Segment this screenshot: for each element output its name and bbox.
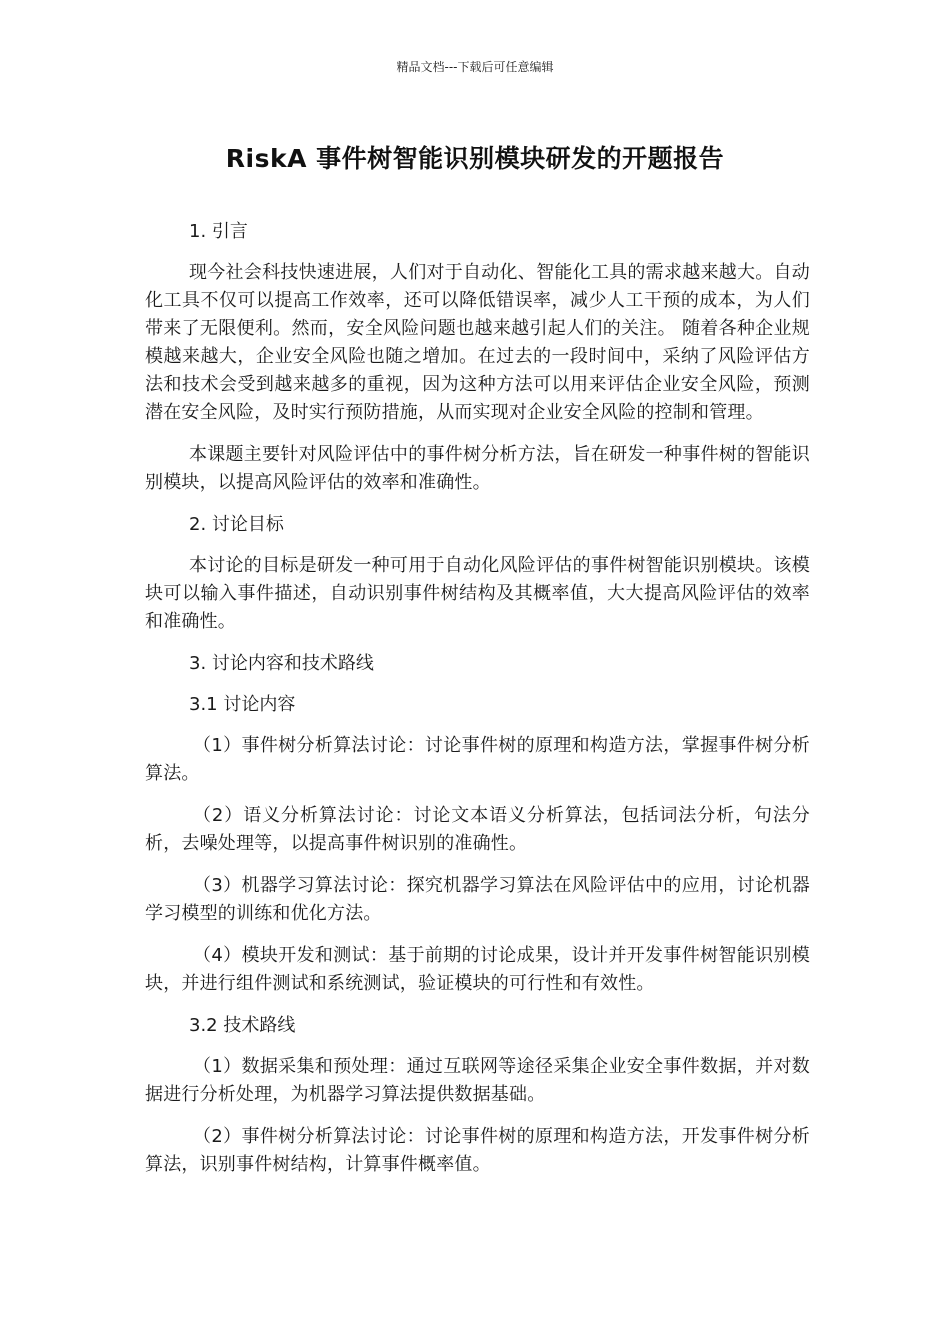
section-heading-goal: 2. 讨论目标 [189, 514, 284, 535]
document-body [145, 218, 810, 1179]
list-item: （2）语义分析算法讨论：讨论文本语义分析算法，包括词法分析，句法分析，去噪处理等，以提高事件树识别的准确性。 [145, 805, 810, 854]
paragraph: 本讨论的目标是研发一种可用于自动化风险评估的事件树智能识别模块。该模块可以输入事件描述，自动识别事件树结构及其概率值，大大提高风险评估的效率和准确性。 [145, 555, 810, 632]
subsection-heading: 3.2 技术路线 [189, 1015, 296, 1036]
list-item: （4）模块开发和测试：基于前期的讨论成果，设计并开发事件树智能识别模块，并进行组件测试和系统测试，验证模块的可行性和有效性。 [145, 945, 810, 994]
paragraph: 现今社会科技快速进展，人们对于自动化、智能化工具的需求越来越大。自动化工具不仅可以提高工作效率，还可以降低错误率，减少人工干预的成本，为人们带来了无限便利。然而，安全风险问题也越来越引起人们的关注。 随着各种企业规模越来越大，企业安全风险也随之增加。在过去的一段时间中，采纳了风险评估方法和技术会受到越来越多的重视，因为这种方法可以用来评估企业安全风险，预测潜在安全风险，及时实行预防措施，从而实现对企业安全风险的控制和管理。 [145, 262, 810, 423]
list-item: （3）机器学习算法讨论：探究机器学习算法在风险评估中的应用，讨论机器学习模型的训练和优化方法。 [145, 875, 810, 924]
subsection-heading: 3.1 讨论内容 [189, 694, 296, 715]
section-heading-content: 3. 讨论内容和技术路线 [189, 653, 374, 674]
section-heading-intro: 1. 引言 [189, 221, 248, 242]
list-item: （1）事件树分析算法讨论：讨论事件树的原理和构造方法，掌握事件树分析算法。 [145, 735, 810, 784]
page-header: 精品文档---下载后可任意编辑 [396, 60, 554, 74]
paragraph: 本课题主要针对风险评估中的事件树分析方法，旨在研发一种事件树的智能识别模块，以提高风险评估的效率和准确性。 [145, 444, 810, 493]
list-item: （2）事件树分析算法讨论：讨论事件树的原理和构造方法，开发事件树分析算法，识别事件树结构，计算事件概率值。 [145, 1126, 810, 1175]
document-title: RiskA 事件树智能识别模块研发的开题报告 [225, 144, 725, 173]
list-item: （1）数据采集和预处理：通过互联网等途径采集企业安全事件数据，并对数据进行分析处理，为机器学习算法提供数据基础。 [145, 1056, 810, 1105]
